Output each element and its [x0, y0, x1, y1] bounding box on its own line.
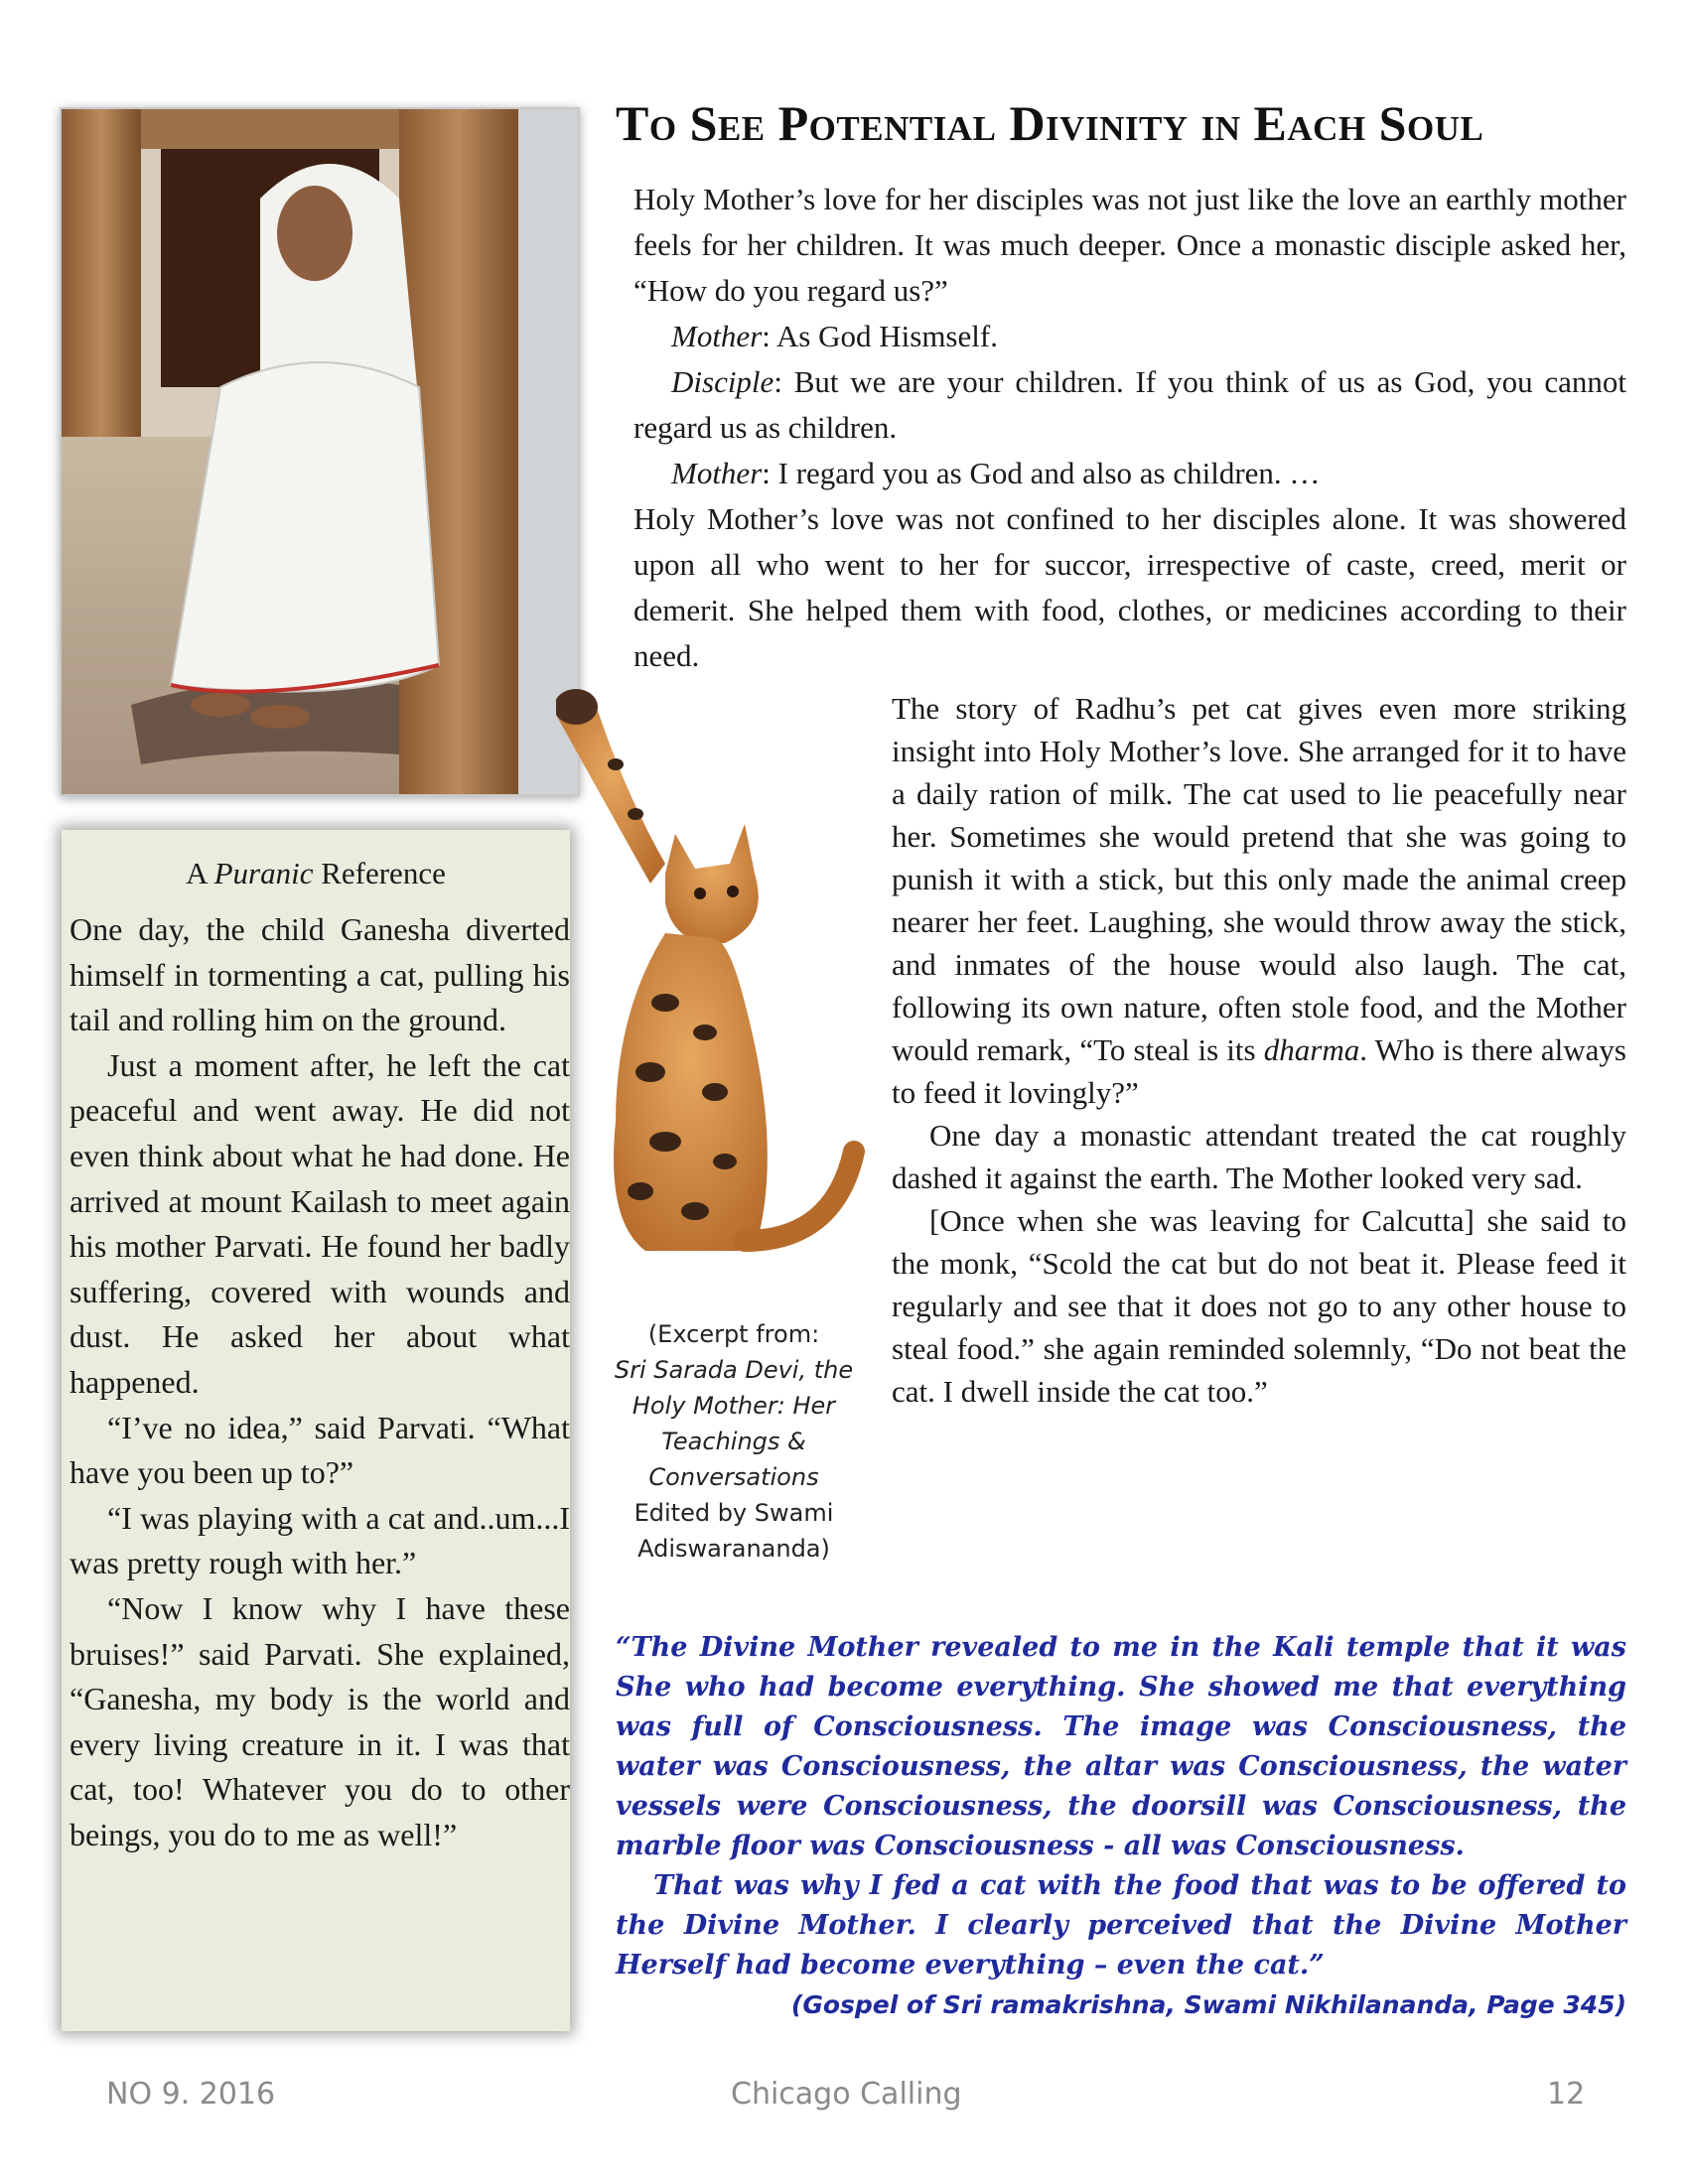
- intro-text: [633, 177, 1626, 679]
- dialogue-line: [633, 314, 1626, 359]
- sidebox-paragraph: “Now I know why I have these bruises!” said Parvati. She explained, “Ganesha, my body is the world and every living creature in it. I was that cat, too! Whatever you do to other beings, you do to me as well!”: [70, 1589, 570, 1852]
- dialogue-text: : But we are your children. If you think of us as God, you cannot regard us as children.: [633, 364, 1626, 445]
- quote-source: (Gospel of Sri ramakrishna, Swami Nikhilananda, Page 345): [790, 1990, 1626, 2019]
- title-part: otential: [808, 95, 1010, 151]
- ramakrishna-quote: [616, 1628, 1626, 2025]
- title-part: E: [1253, 95, 1288, 151]
- sidebox-title: [62, 830, 570, 891]
- sidebox-text: [70, 907, 570, 1857]
- footer-publication: Chicago Calling: [731, 2077, 962, 2112]
- sidebox-title-part: Reference: [313, 856, 446, 890]
- page-title: [616, 94, 1638, 152]
- title-part: T: [616, 95, 649, 151]
- title-part: oul: [1406, 95, 1484, 151]
- sidebox-paragraph: “I was playing with a cat and..um...I was pretty rough with her.”: [70, 1499, 570, 1581]
- title-part: D: [1009, 95, 1047, 151]
- dialogue-line: [633, 451, 1626, 496]
- cat-image: [556, 685, 894, 1320]
- quote-paragraph: “The Divine Mother revealed to me in the Kali temple that it was She who had become everything. She showed me that everything was full of Consciousness. The image was Consciousness, the water was Consciousness, the altar was Consciousness, the water vessels were Consciousness, the doorsill was Consciousness, the marble floor was Consciousness - all was Consciousness.: [616, 1632, 1626, 1861]
- story-paragraph: [892, 687, 1626, 1114]
- story-paragraph: [Once when she was leaving for Calcutta] she said to the monk, “Scold the cat but do not beat it. Please feed it regularly and see that it does not go to any other house to steal food.” she again reminded solemnly, “Do not beat the cat. I dwell inside the cat too.”: [892, 1203, 1626, 1409]
- story-paragraph: One day a monastic attendant treated the cat roughly dashed it against the earth. The Mother looked very sad.: [892, 1118, 1626, 1195]
- title-part: o: [648, 95, 690, 151]
- photo-illustration: [62, 109, 578, 794]
- speaker-label: Mother: [671, 456, 763, 490]
- cat-story-text: [892, 687, 1626, 1413]
- story-text: . Who is there always to feed it lovingly?”: [892, 1032, 1626, 1110]
- dialogue-text: : As God Hismself.: [762, 319, 998, 353]
- quote-paragraph: That was why I fed a cat with the food that was to be offered to the Divine Mother. I clearly perceived that the Divine Mother Herself had become everything – even the cat.”: [616, 1870, 1626, 1980]
- title-part: ee: [717, 95, 778, 151]
- sidebox-title-part: Puranic: [213, 856, 314, 890]
- cat-illustration: [556, 685, 894, 1320]
- dialogue-line: [633, 359, 1626, 451]
- sidebox-paragraph: Just a moment after, he left the cat peaceful and went away. He did not even think about what he had done. He arrived at mount Kailash to meet again his mother Parvati. He found her badly suffering, covered with wounds and dust. He asked her about what happened.: [70, 1046, 570, 1400]
- intro-paragraph: Holy Mother’s love was not confined to her disciples alone. It was showered upon all who went to her for succor, irrespective of caste, creed, merit or demerit. She helped them with food, clothes, or medicines according to their need.: [633, 501, 1626, 673]
- title-part: ivinity in: [1046, 95, 1254, 151]
- speaker-label: Mother: [671, 319, 763, 353]
- dialogue-text: : I regard you as God and also as children. …: [762, 456, 1321, 490]
- title-part: S: [1378, 95, 1407, 151]
- caption-book-title: Sri Sarada Devi, the Holy Mother: Her Teachings & Conversations: [614, 1356, 854, 1491]
- caption-line: (Excerpt from:: [647, 1320, 820, 1348]
- caption-line: Edited by Swami Adiswarananda): [633, 1499, 834, 1563]
- footer-issue: NO 9. 2016: [106, 2077, 276, 2112]
- sidebox-title-part: A: [186, 856, 214, 890]
- title-part: ach: [1287, 95, 1379, 151]
- story-text: The story of Radhu’s pet cat gives even more striking insight into Holy Mother’s love. She arranged for it to have a daily ration of milk. The cat used to lie peacefully near her. Sometimes she would pretend that she was going to punish it with a stick, but this only made the animal creep nearer her feet. Laughing, she would throw away the stick, and inmates of the house would also laugh. The cat, following its own nature, often stole food, and the Mother would remark, “To steal is its: [892, 691, 1626, 1067]
- title-part: S: [689, 95, 718, 151]
- sidebox-paragraph: One day, the child Ganesha diverted himself in tormenting a cat, pulling his tail and rolling him on the ground.: [70, 911, 570, 1038]
- holy-mother-photo: [60, 107, 580, 796]
- story-emphasis: dharma: [1263, 1032, 1360, 1067]
- speaker-label: Disciple: [671, 364, 774, 399]
- excerpt-caption: [600, 1316, 868, 1567]
- title-part: P: [777, 95, 809, 151]
- intro-paragraph: Holy Mother’s love for her disciples was not just like the love an earthly mother feels for her children. It was much deeper. Once a monastic disciple asked her, “How do you regard us?”: [633, 182, 1626, 308]
- footer-page-number: 12: [1547, 2077, 1586, 2112]
- sidebox-paragraph: “I’ve no idea,” said Parvati. “What have you been up to?”: [70, 1409, 570, 1491]
